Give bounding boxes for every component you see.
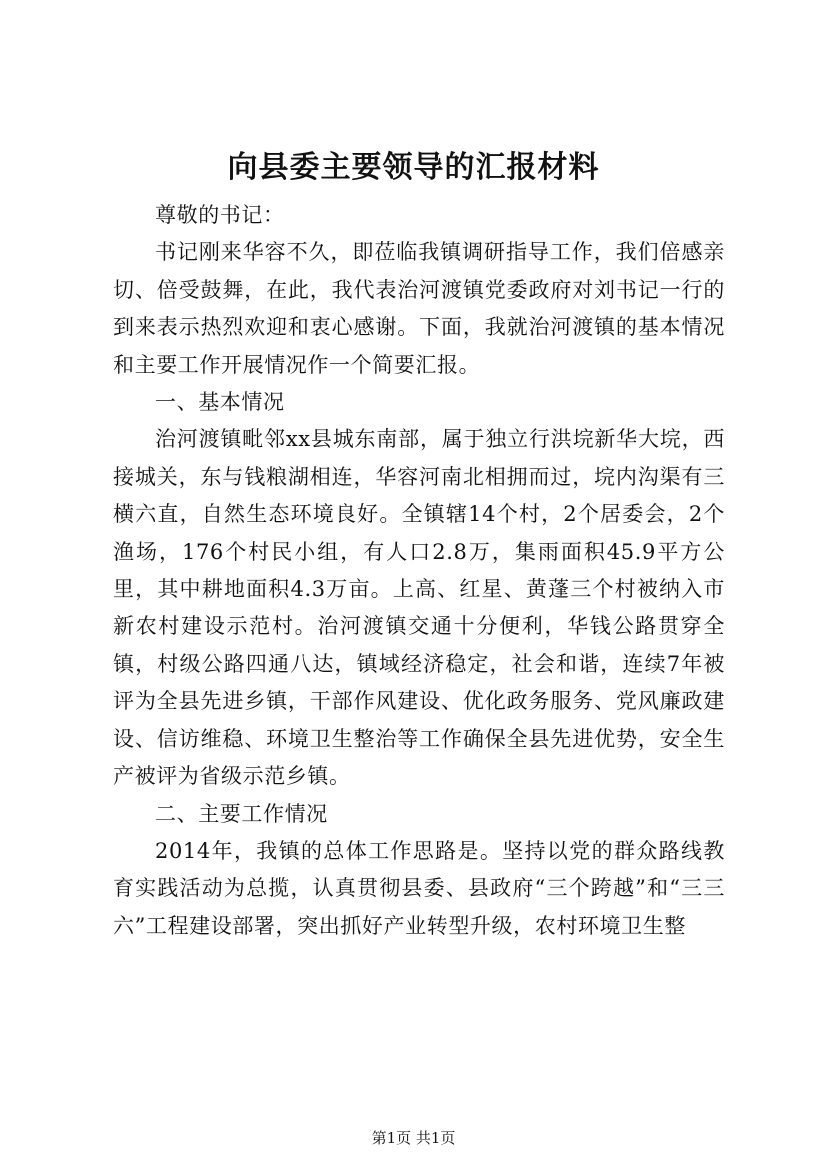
main-work-paragraph: 2014年，我镇的总体工作思路是。坚持以党的群众路线教育实践活动为总揽，认真贯彻县委、县政府“三个跨越”和“三三六”工程建设部署，突出抓好产业转型升级，农村环境卫生整 [113,838,725,938]
section-heading-basic-situation: 一、基本情况 [155,390,285,415]
document-title: 向县委主要领导的汇报材料 [227,150,600,185]
intro-paragraph: 书记刚来华容不久，即莅临我镇调研指导工作，我们倍感亲切、倍受鼓舞，在此，我代表治河渡镇党委政府对刘书记一行的到来表示热烈欢迎和衷心感谢。下面，我就治河渡镇的基本情况和主要工作开展情况作一个简要汇报。 [113,240,725,377]
page-footer: 第1页 共1页 [371,1129,456,1147]
salutation: 尊敬的书记： [155,203,285,227]
basic-situation-paragraph: 治河渡镇毗邻xx县城东南部，属于独立行洪垸新华大垸，西接城关，东与钱粮湖相连，华容河南北相拥而过，垸内沟渠有三横六直，自然生态环境良好。全镇辖14个村，2个居委会，2个渔场，176个村民小组，有人口2.8万，集雨面积45.9平方公里，其中耕地面积4.3万亩。上高、红星、黄蓬三个村被纳入市新农村建设示范村。治河渡镇交通十分便利，华钱公路贯穿全镇，村级公路四通八达，镇域经济稳定，社会和谐，连续7年被评为全县先进乡镇，干部作风建设、优化政务服务、党风廉政建设、信访维稳、环境卫生整治等工作确保全县先进优势，安全生产被评为省级示范乡镇。 [113,427,725,789]
section-heading-main-work: 二、主要工作情况 [155,801,328,826]
document-body [113,197,725,945]
